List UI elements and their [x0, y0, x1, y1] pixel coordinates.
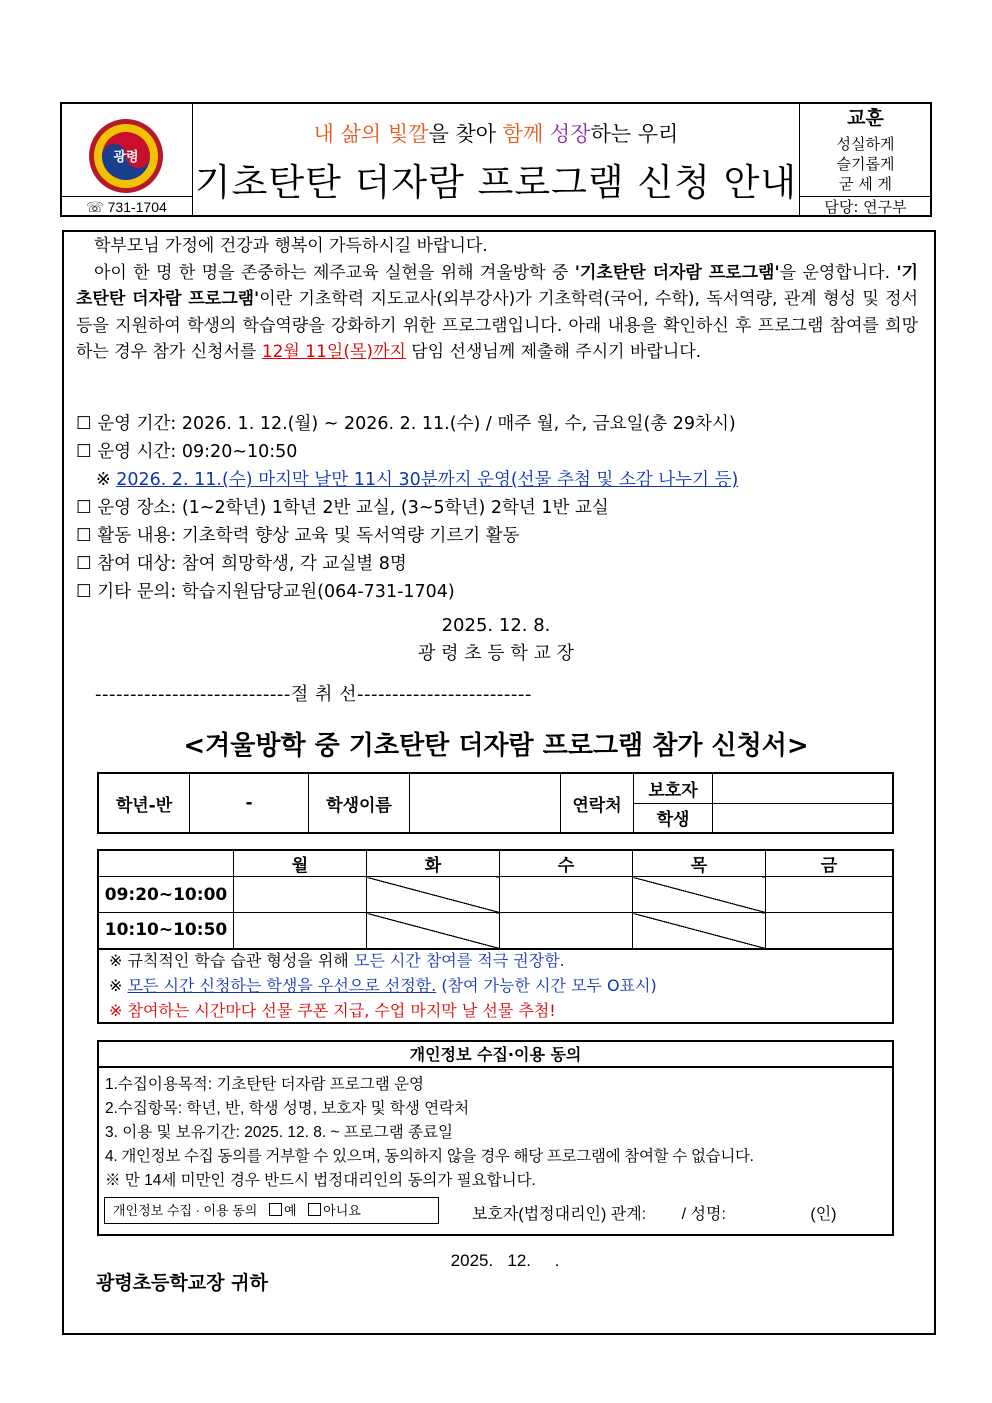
- motto-lines: [799, 134, 932, 194]
- schedule-notes: [97, 945, 894, 1024]
- info-list: [76, 410, 926, 606]
- program-name: '기초탄탄 더자람 프로그램': [76, 262, 919, 309]
- day-header: 수: [500, 850, 633, 877]
- text-span: 모든 시간 참여를 적극 권장함.: [353, 951, 565, 970]
- slogan-segment: 성장: [549, 122, 591, 146]
- text-span: (참여 가능한 시간 모두 O표시): [436, 976, 657, 995]
- privacy-line: 4. 개인정보 수집 동의를 거부할 수 있으며, 동의하지 않을 경우 해당 프로그램에 참여할 수 없습니다.: [105, 1148, 754, 1165]
- slot-cell-unavailable: [367, 913, 500, 949]
- note-line: ※ 참여하는 시간마다 선물 쿠폰 지급, 수업 마지막 날 선물 추첨!: [109, 1001, 556, 1020]
- note-line: [109, 973, 892, 998]
- text-span: 담임 선생님께 제출해 주시기 바랍니다.: [405, 342, 702, 362]
- day-header: 월: [234, 850, 367, 877]
- privacy-heading: 개인정보 수집·이용 동의: [97, 1040, 894, 1068]
- text-span: 을 운영합니다.: [779, 262, 897, 283]
- info-target: ☐ 참여 대상: 참여 희망학생, 각 교실별 8명: [76, 554, 407, 574]
- text-span: 이란 기초학력 지도교사(외부강사)가 기초학력(국어, 수학), 독서역량, 관계 형성 및 정서 등을 지원하여 학생의 학습역량을 강화하기 위한 프로그램입니다. 아래 내용을 확인하신 후 프로그램 참여를 희망하는 경우 참가 신청서를: [76, 289, 918, 362]
- text-span: ※: [109, 976, 128, 995]
- page-title: 기초탄탄 더자람 프로그램 신청 안내: [194, 161, 798, 204]
- school-emblem-icon: [86, 116, 166, 196]
- principal-sign: 광 령 초 등 학 교 장: [417, 643, 575, 664]
- phone-number: ☏ 731-1704: [60, 196, 193, 217]
- slot-cell[interactable]: [500, 877, 633, 913]
- guardian-contact-field[interactable]: [713, 773, 894, 803]
- program-name: '기초탄탄 더자람 프로그램': [574, 262, 780, 283]
- note-line: [109, 948, 892, 973]
- cut-line: ----------------------------절 취 선-------------------------: [95, 684, 532, 705]
- text-span: 아이 한 명 한 명을 존중하는 제주교육 실현을 위해 겨울방학 중: [94, 262, 575, 283]
- consent-label: 개인정보 수집 · 이용 동의: [113, 1203, 258, 1218]
- info-contact: ☐ 기타 문의: 학습지원담당교원(064-731-1704): [76, 582, 455, 602]
- consent-yes-checkbox[interactable]: [269, 1203, 282, 1216]
- info-content: ☐ 활동 내용: 기초학력 향상 교육 및 독서역량 기르기 활동: [76, 526, 520, 546]
- day-header: 화: [367, 850, 500, 877]
- day-header: 금: [766, 850, 894, 877]
- time-slot-label: 10:10~10:50: [98, 913, 234, 949]
- privacy-line: 2.수집항목: 학년, 반, 학생 성명, 보호자 및 학생 연락처: [105, 1100, 470, 1117]
- slogan-segment: 내 삶의 빛깔: [313, 122, 429, 146]
- info-note: [76, 466, 926, 494]
- corner-cell: [98, 850, 234, 877]
- privacy-line: ※ 만 14세 미만인 경우 반드시 법정대리인의 동의가 필요합니다.: [105, 1172, 536, 1189]
- slot-cell[interactable]: [766, 877, 894, 913]
- slogan-segment: 하는 우리: [590, 122, 679, 146]
- slot-cell[interactable]: [500, 913, 633, 949]
- slot-cell[interactable]: [234, 913, 367, 949]
- student-contact-field[interactable]: [713, 803, 894, 833]
- intro-greeting: 학부모님 가정에 건강과 행복이 가득하시길 바랍니다.: [94, 236, 488, 256]
- guardian-signature-line: 보호자(법정대리인) 관계: / 성명: (인): [472, 1206, 837, 1223]
- motto-line: 성실하게: [836, 135, 895, 153]
- text-span: ※ 규칙적인 학습 습관 형성을 위해: [109, 951, 354, 970]
- intro-body: [76, 260, 918, 366]
- slogan-segment: 함께: [502, 122, 544, 146]
- note-mark: ※: [96, 470, 117, 490]
- addressee: 광령초등학교장 귀하: [96, 1272, 268, 1294]
- info-period: ☐ 운영 기간: 2026. 1. 12.(월) ~ 2026. 2. 11.(수) / 매주 월, 수, 금요일(총 29차시): [76, 414, 736, 434]
- slogan: [193, 118, 799, 148]
- contact-label: 연락처: [561, 773, 634, 833]
- grade-class-field[interactable]: -: [190, 773, 309, 833]
- guardian-contact-label: 보호자: [634, 773, 713, 803]
- applicant-table: [97, 772, 894, 834]
- form-title: <겨울방학 중 기초탄탄 더자람 프로그램 참가 신청서>: [183, 731, 809, 761]
- student-name-label: 학생이름: [309, 773, 410, 833]
- info-time: ☐ 운영 시간: 09:20~10:50: [76, 442, 298, 462]
- slot-cell[interactable]: [766, 913, 894, 949]
- motto-line: 슬기롭게: [836, 155, 895, 173]
- info-place: ☐ 운영 장소: (1~2학년) 1학년 2반 교실, (3~5학년) 2학년 1반 교실: [76, 498, 609, 518]
- slot-cell[interactable]: [234, 877, 367, 913]
- sign-date: 2025. 12. .: [450, 1251, 560, 1270]
- text-span: 모든 시간 신청하는 학생을 우선으로 선정함.: [127, 976, 437, 995]
- slot-cell-unavailable: [633, 913, 766, 949]
- notice-date: 2025. 12. 8.: [441, 615, 551, 636]
- last-day-note: 2026. 2. 11.(수) 마지막 날만 11시 30분까지 운영(선물 추첨 및 소감 나누기 등): [116, 470, 739, 490]
- student-contact-label: 학생: [634, 803, 713, 833]
- intro-text: [76, 233, 918, 366]
- time-slot-label: 09:20~10:00: [98, 877, 234, 913]
- consent-no-checkbox[interactable]: [308, 1203, 321, 1216]
- motto-line: 굳 세 게: [838, 175, 892, 193]
- privacy-line: 1.수집이용목적: 기초탄탄 더자람 프로그램 운영: [105, 1076, 424, 1093]
- privacy-line: 3. 이용 및 보유기간: 2025. 12. 8. ~ 프로그램 종료일: [105, 1124, 453, 1141]
- schedule-table: [97, 849, 894, 950]
- slogan-segment: 을 찾아: [428, 122, 503, 146]
- privacy-terms: [105, 1073, 885, 1193]
- grade-class-label: 학년-반: [98, 773, 190, 833]
- logo-text: 광령: [113, 150, 139, 165]
- consent-no-label: 아니요: [323, 1203, 361, 1218]
- department-in-charge: 담당: 연구부: [799, 196, 932, 217]
- deadline: 12월 11일(목)까지: [261, 342, 406, 362]
- consent-box: [104, 1197, 439, 1224]
- motto-heading: 교훈: [847, 107, 884, 129]
- day-header: 목: [633, 850, 766, 877]
- slogan-segment: [543, 122, 550, 146]
- slot-cell-unavailable: [367, 877, 500, 913]
- slot-cell-unavailable: [633, 877, 766, 913]
- consent-yes-label: 예: [283, 1203, 297, 1218]
- student-name-field[interactable]: [410, 773, 561, 833]
